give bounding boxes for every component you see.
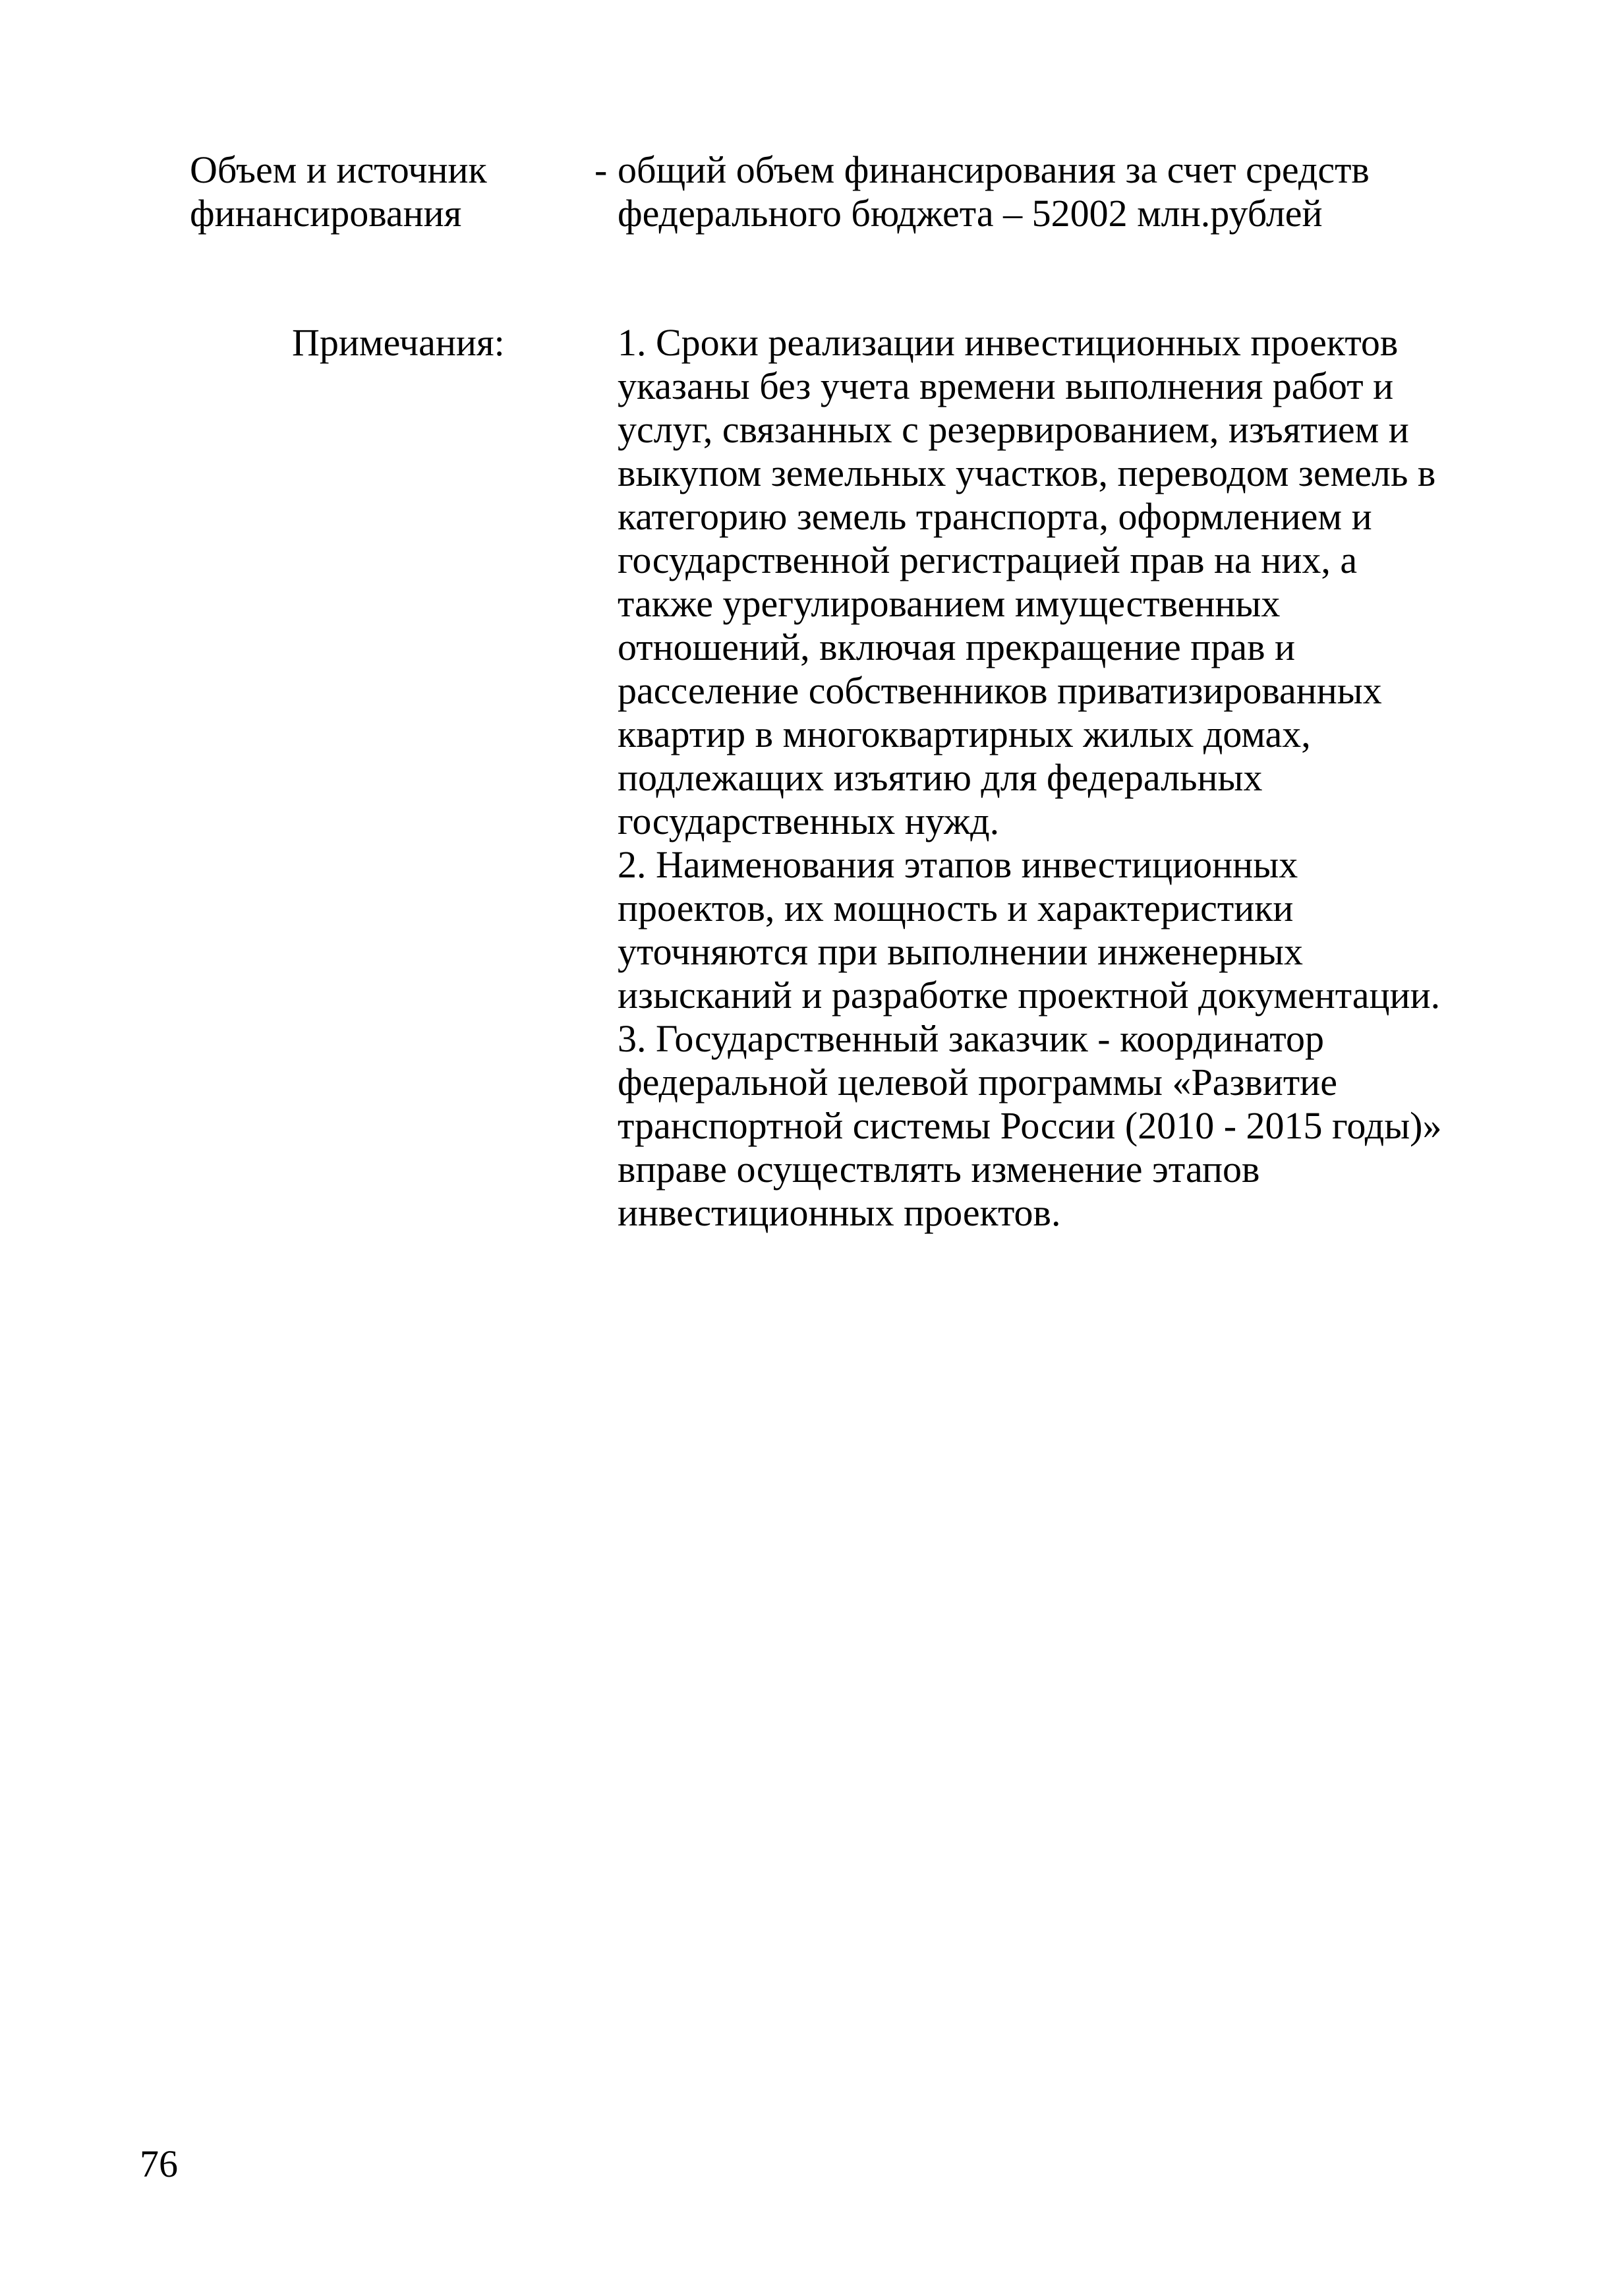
notes-line: подлежащих изъятию для федеральных [618,756,1263,799]
notes-line: категорию земель транспорта, оформлением и [618,495,1372,538]
notes-line: 3. Государственный заказчик - координатор [618,1017,1324,1060]
funding-label-line: финансирования [190,192,462,235]
notes-line: квартир в многоквартирных жилых домах, [618,713,1311,755]
notes-line: федеральной целевой программы «Развитие [618,1061,1337,1104]
notes-label: Примечания: [292,321,505,364]
funding-value-lines [618,148,1370,235]
notes-line: отношений, включая прекращение прав и [618,626,1295,668]
notes-line: инвестиционных проектов. [618,1191,1061,1234]
funding-value-line: федерального бюджета – 52002 млн.рублей [618,192,1323,235]
notes-line: выкупом земельных участков, переводом земель в [618,452,1436,494]
notes-line: проектов, их мощность и характеристики [618,887,1294,929]
notes-line: услуг, связанных с резервированием, изъятием и [618,408,1409,451]
notes-line: уточняются при выполнении инженерных [618,930,1303,973]
funding-label [190,148,487,235]
notes-line: государственной регистрацией прав на них, а [618,539,1358,581]
funding-dash: - [594,148,608,191]
notes-line: изысканий и разработке проектной документации. [618,974,1441,1016]
funding-value-line: общий объем финансирования за счет средств [618,148,1370,191]
notes-line: также урегулированием имущественных [618,582,1281,625]
notes-line: 2. Наименования этапов инвестиционных [618,843,1298,886]
notes-body [618,321,1441,1235]
notes-line: государственных нужд. [618,800,1000,842]
notes-line: 1. Сроки реализации инвестиционных проектов [618,321,1399,364]
funding-label-line: Объем и источник [190,148,487,191]
notes-line: указаны без учета времени выполнения работ и [618,365,1394,407]
notes-line: транспортной системы России (2010 - 2015 годы)» [618,1104,1442,1147]
notes-line: расселение собственников приватизированных [618,669,1382,712]
page-number: 76 [140,2142,178,2185]
notes-line: вправе осуществлять изменение этапов [618,1148,1260,1191]
